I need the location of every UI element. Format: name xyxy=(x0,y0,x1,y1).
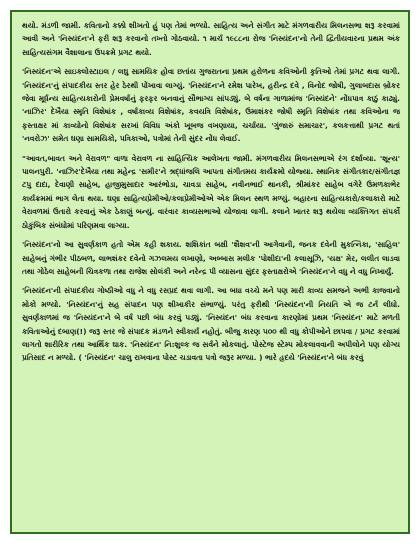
paragraph: 'નિસ્યંદન'નો આ સુવર્ણકાળ હતો એમ કહી શકાય. શશિકાંત બક્ષી 'શૈશવ'ની આગેવાની, જનક દવેની મુકત્નિકા, 'સાહિલ' સાહેબનું ગંભીર પીઠબળ, લાભશંકર દવેનો ગઝલમય લખાણો, અબ્બાસ મલીક 'પોશીદા'ની કલાસૂઝિ, 'યક્ષ' મેર, લલીત લાડવા તથા ગોઠેલ સાહેબની ચિત્રકળા તથા રાજેશ સોલંકી અને નરેન્દ્ર પી વ્યાસના સુંદર ફસ્તાક્ષરોએ 'નિસ્યંદન'ને વધુ ને વધુ નિખાર્યું. xyxy=(22,240,400,276)
paragraph: 'નિસ્યંદન'ની સંપાદકીય ગોષ્ઠીઓ વધુ ને વધુ રસપ્રદ થવા લાગી. આ બધા વચ્ચે મને પણ મારી કાવ્ય સમજને અભી કાજવાનો મોકો મળ્યો. 'નિસ્યંદન'નું સહ સંપાદન પણ શીખાકીર સંભાળ્યું. પરંતુ ફરીથી 'નિસ્યંદન'ની નિયતિ એ જ ટર્ન લીધો. સુવર્ણકાળમાં જ 'નિસ્યંદન'ને બે વર્ષ પછી બંધ કરવું પડ્યું. 'નિસ્યંદન' બંધ કરવાના કારણોમાં પ્રથમ 'નિસ્યંદન' માટે મળતી કવિતાઓનું દબાણ(!) જરૂ સ્તર જે સંપાદક મંડળને સ્વીકાર્ય નહોતું. બીજુ કારણ ૫૦૦ થી વધુ કોપીઓને છાપવા / પ્રગટ કરવામાં લાગતો શારીરિક તથા આર્થિક ઘાક. 'નિસ્યંદન' નિ:શુલ્ક જ સર્વને મોકલાતું. પોસ્ટેજ સ્ટેમ્પ મોકલાવવાની અપીલોને પણ યોગ્ય પ્રતિસાદ ન મળ્યો. ( 'નિસ્યંદન' ચાલુ રાખવાના પોસ્ટ ચડાવતા પત્રો જરૂર મળ્યા. ) ભારે હૃદયે 'નિસ્યંદન'ને બંધ કરવું xyxy=(22,286,400,363)
paragraph: થયો. મંડળી જામી. કવિતાનો કક્કો શીખતો હું પણ તેમાં ભળ્યો. સાહિત્ય અને સંગીત માટે મંગળવારીય મિલનસભા શરૂ કરવામાં આવી અને 'નિસ્યંદન'ને ફરી શરૂ કરવાનો તખ્તો ગોઠવાયો. ૧ માર્ચ ૧૯૮૮ના રોજ 'નિસ્યંદન'નો તેની દ્વિતીયવારના પ્રથમ અંક સાહિત્યસંગમ વૈશાલાના ઉપક્રમે પ્રગટ થયો. xyxy=(22,21,400,57)
paragraph: "આવત,બાવત અને વેરાવળ" વાળા વેરાવળ ના સાહિત્યિક આલેખતા જામી. મંગળવારીય મિલનસભાએ રંગ દર્શાવ્યા. 'શૂન્ય' પાલનપુરી. 'નાઝિર'દેખૈયા તથા મહેન્દ્ર 'સમીર'ને શ્રદ્ધાંજલિ આપતા સંગીતમય કાર્યક્રમો યોજ્યા. સ્થાનિક સંગીતકાર/સંગીતજ્ઞ ટપુ દાદા, દેવાણી સાહેબ, હાજીમુસાદાર આરંભોડા, ચાવડા સાહેબ, નવીનભાઈ થાનકી, શ્રીમાંકર સાહેબ વગેરે ઉમળકાભેર કાર્યક્રમમાં ભાગ લેતા થયા. ઘણા સાહિત્યપ્રેમીઓ/કલાપ્રેમીઓએ એક મિલન સ્થળ મળ્યું. બહારના સાહિત્યકારો/કલાકારો માટે વેરાવળમાં ઉતારો કરવાનું એક ઠેકાણું બન્યું. વારંવાર કાવ્યસભાઓ યોજાવા લાગી. કલાને ખાતર શરૂ થયેલા વ્યક્તિગત સંપર્કો ઠોકુંબિક સંબંધોમાં પરિણમવા લાગ્યા. xyxy=(22,153,400,230)
paragraph: 'નિસ્યંદન'એ સાઇક્લોસ્ટાઇલ / લઘુ સામયિક હોવા છતાંય ગુજરાતના પ્રથમ હરોળના કવિઓની કૃતિઓ તેમાં પ્રગટ થવા લાગી. 'નિસ્યંદન'નું સંપાદકીય સ્તર હેર ઠેરથી પોંખાવા લાગ્યું. 'નિસ્યંદન'ને રમેશ પારેખ, હરીન્દ્ર દવે , વિનોદ જોષી, ગુલાબદાસ બ્રોકર જેવા મૂર્ધન્ય સાહિત્યકારોની પ્રેમવર્ષાનું ફરફર બનવાનું સૌભાગ્ય સાંપડ્યું. બે વર્ષના ગાળામાંજ 'નિસ્યંદને' નોંધપાત્ર કાઠું કાઢ્યું. 'નાઝિર' દેખૈયા સ્મૃતિ વિશેષાંક , વર્ષાકાવ્ય વિશેષાંક, કવયત્રિ વિશેષાંક, ઉમાશંકર જોષી સ્મૃતિ વિશેષાંક તથા કવિઓના જ ફસ્તાક્ષર માં કાવ્યોનો વિશેષાંક સરખાં વિવિધ અંકો ખૂબજ વખણાયા, ચર્ચાયા. 'ગુંજારું સમાચાર', કલકત્તાથી પ્રગટ થતાં 'નવરોઝ' સમેત ઘણા સામયિકો, પત્રિકાઓ, પત્રોમાં તેની સુંદર નોંધ લેવાઈ. xyxy=(22,67,400,144)
document-page xyxy=(10,10,410,534)
